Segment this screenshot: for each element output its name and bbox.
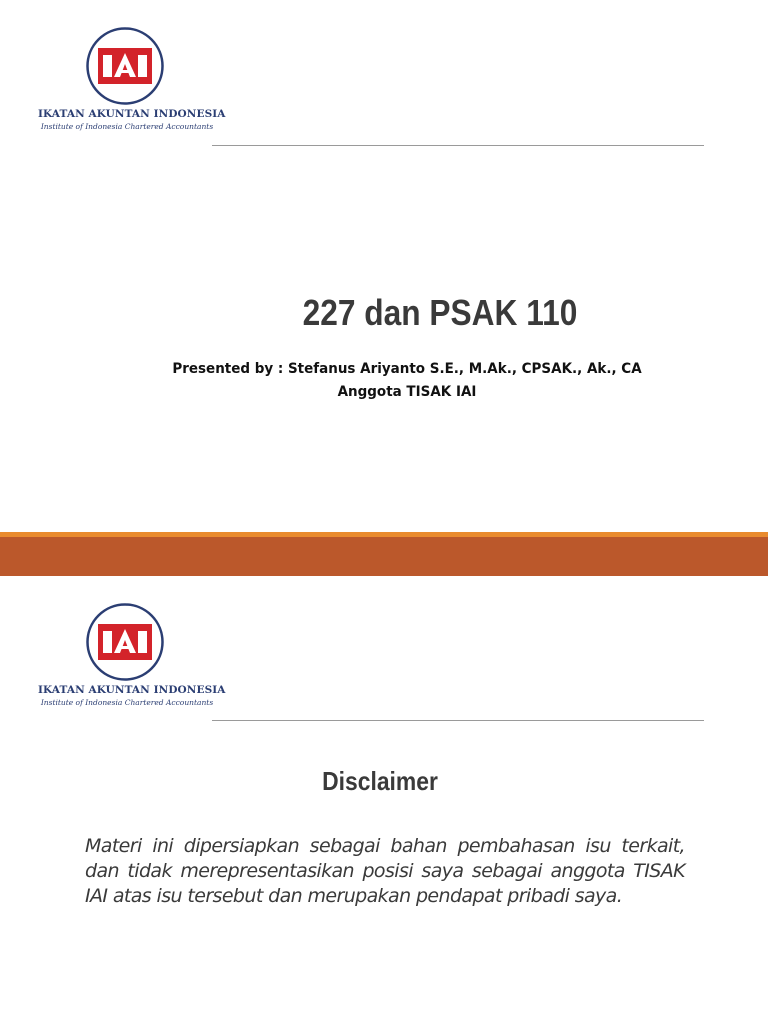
disclaimer-slide xyxy=(0,576,768,1024)
slide-divider xyxy=(0,532,768,576)
iai-emblem-icon xyxy=(85,26,165,106)
logo-tagline: Institute of Indonesia Chartered Accountants xyxy=(40,698,214,707)
disclaimer-heading: Disclaimer xyxy=(322,766,438,796)
presenter-block xyxy=(121,358,692,404)
iai-logo xyxy=(38,26,226,138)
slide-title: 227 dan PSAK 110 xyxy=(302,292,578,333)
member-line: Anggota TISAK IAI xyxy=(337,384,477,400)
logo-name: IKATAN AKUNTAN INDONESIA xyxy=(38,108,226,120)
header-rule xyxy=(212,145,704,146)
presenter-line: Presented by : Stefanus Ariyanto S.E., M.Ak., CPSAK., Ak., CA xyxy=(172,361,642,377)
iai-logo xyxy=(38,602,226,714)
header-rule xyxy=(212,720,704,721)
iai-emblem-icon xyxy=(85,602,165,682)
disclaimer-body: Materi ini dipersiapkan sebagai bahan pembahasan isu terkait, dan tidak merepresentasikan posisi saya sebagai anggota TISAK IAI atas isu tersebut dan merupakan pendapat pribadi saya. xyxy=(85,835,685,907)
logo-name: IKATAN AKUNTAN INDONESIA xyxy=(38,684,226,696)
logo-tagline: Institute of Indonesia Chartered Accountants xyxy=(40,122,214,131)
divider-stripe xyxy=(0,532,768,537)
